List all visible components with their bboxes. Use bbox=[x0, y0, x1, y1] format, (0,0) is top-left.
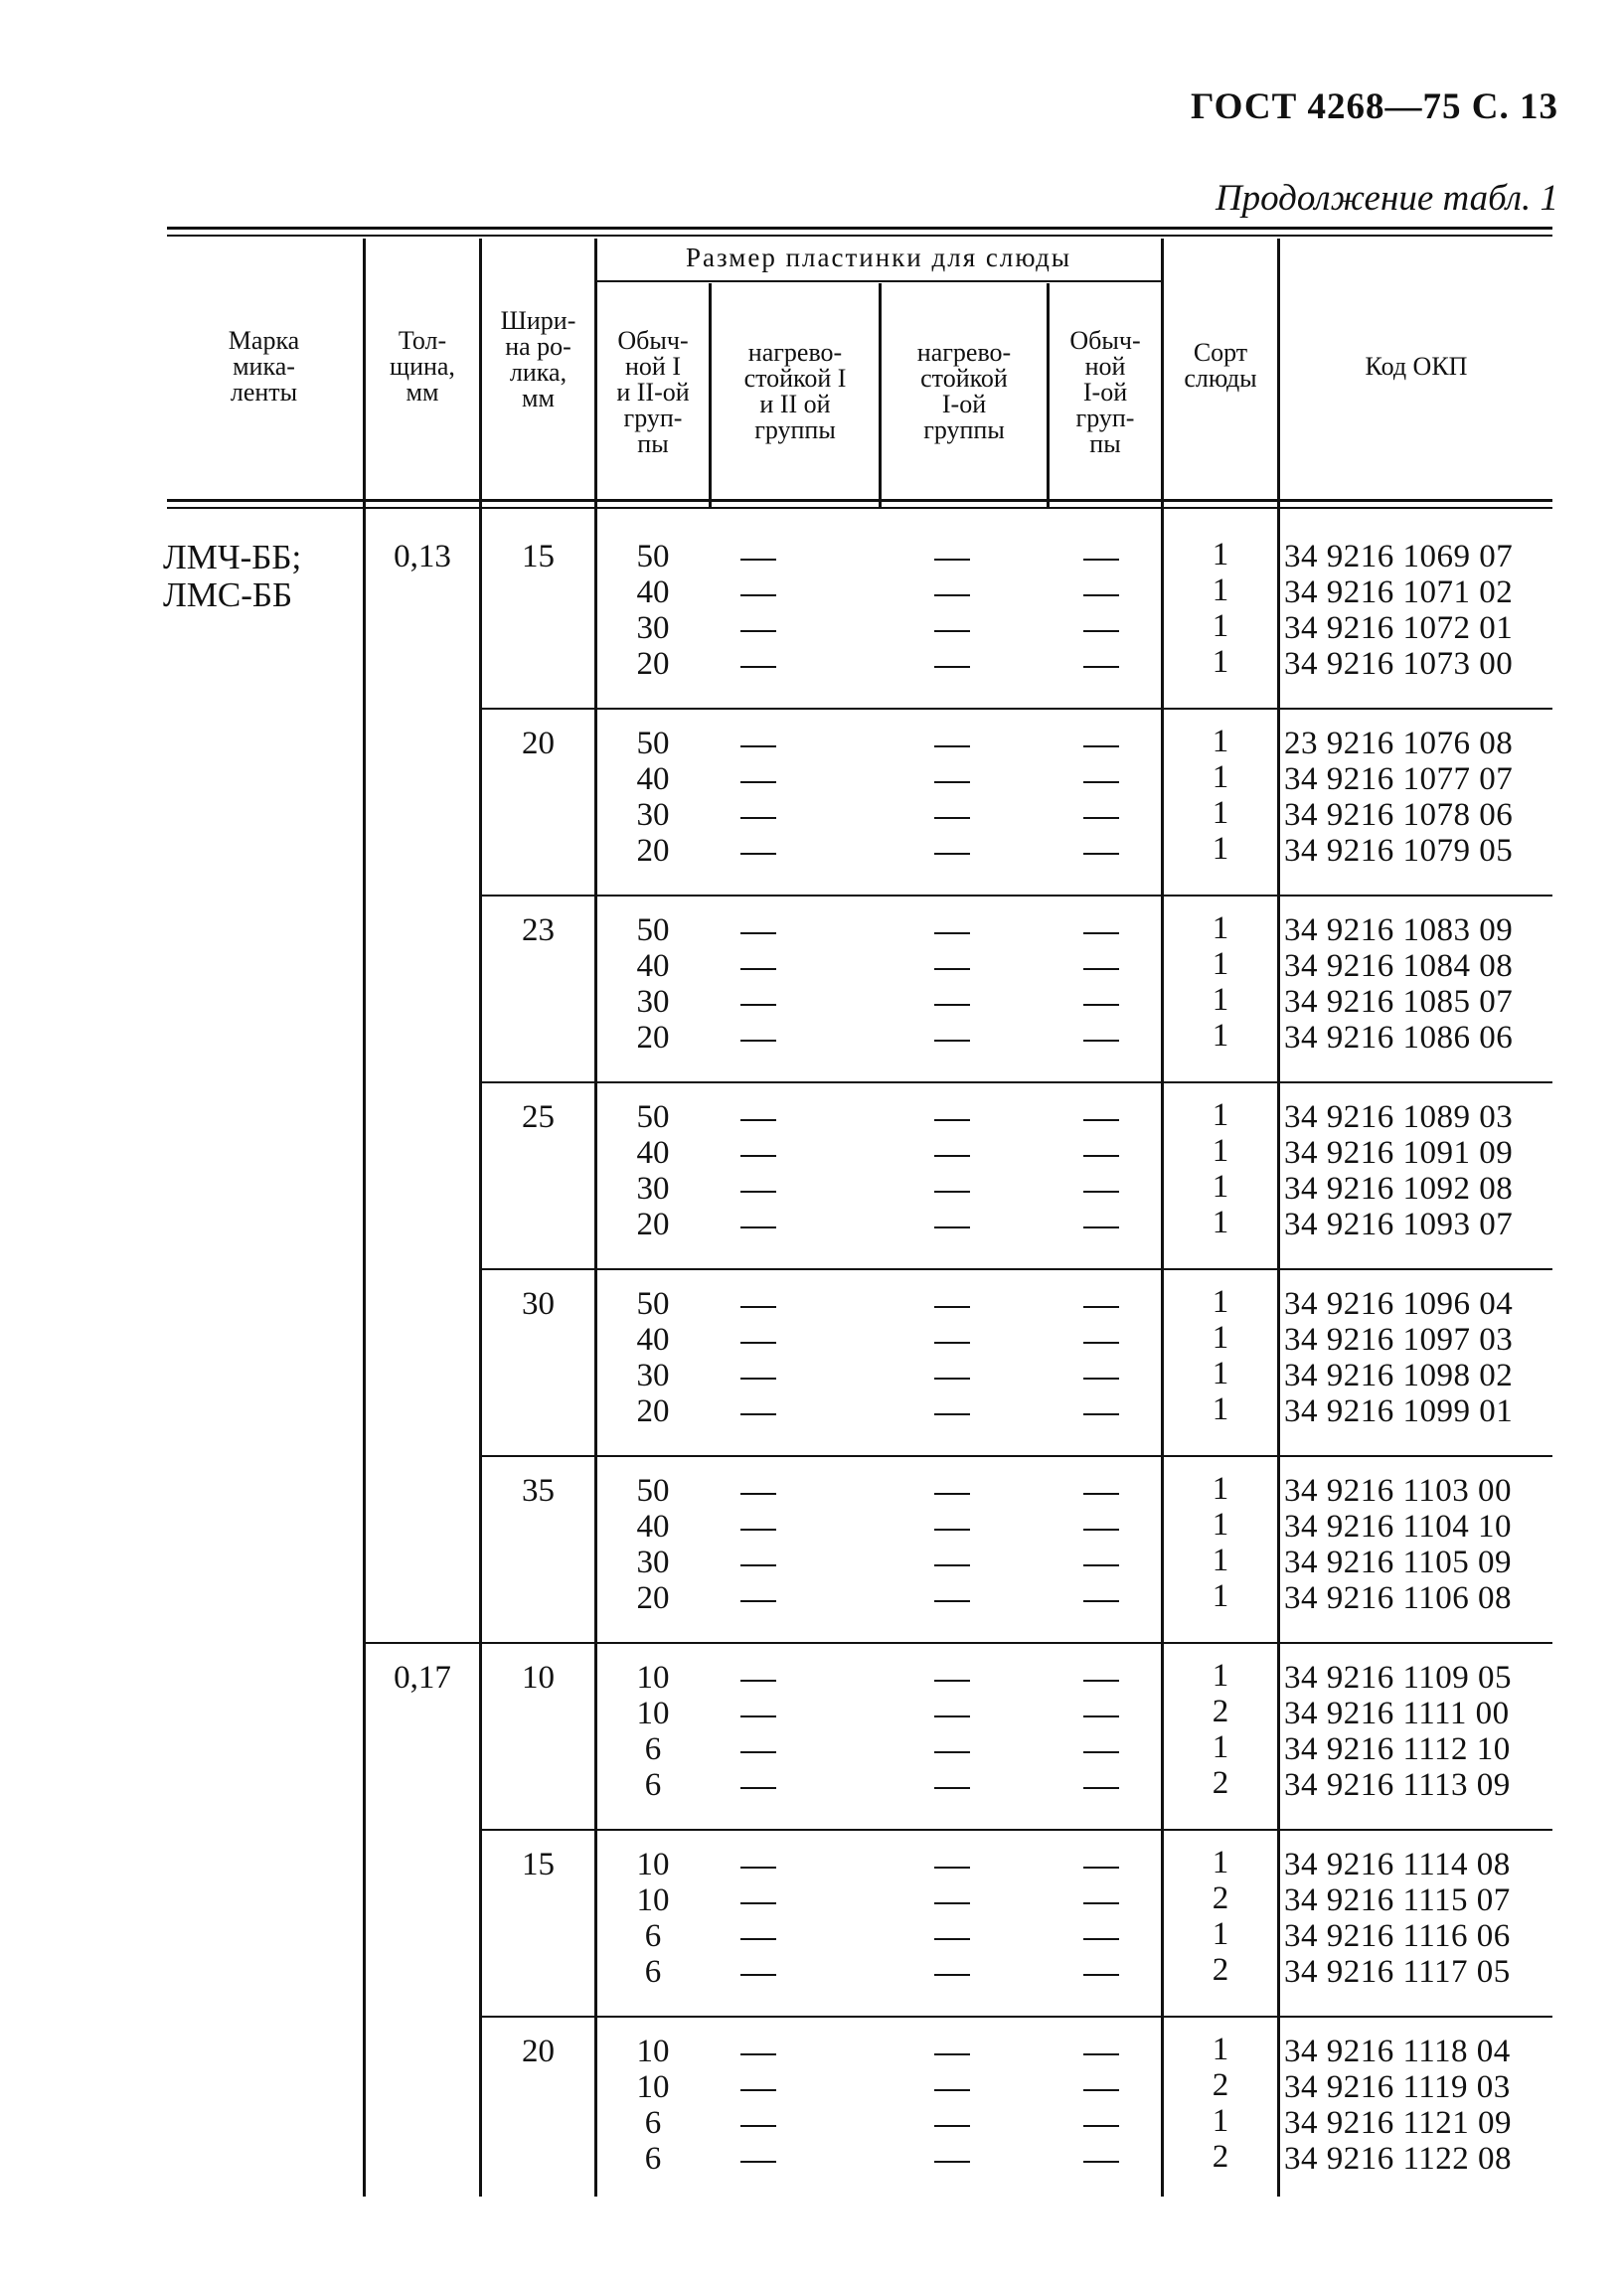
group-divider bbox=[482, 1829, 594, 1831]
dash-mark bbox=[1083, 1413, 1119, 1415]
dash-mark bbox=[740, 1306, 776, 1308]
okp-code: 34 9216 1118 04 bbox=[1284, 2034, 1511, 2069]
dash-mark bbox=[740, 1493, 776, 1495]
dash-mark bbox=[740, 817, 776, 819]
dash-mark bbox=[740, 1600, 776, 1602]
group-divider bbox=[597, 1829, 1161, 1831]
group-divider bbox=[482, 1642, 594, 1644]
okp-code: 34 9216 1109 05 bbox=[1284, 1660, 1513, 1696]
group-divider bbox=[482, 708, 594, 710]
col-divider-1 bbox=[363, 239, 366, 2197]
header-plate-size-group: Размер пластинки для слюды bbox=[685, 243, 1072, 272]
plate-size-value: 30 bbox=[636, 797, 670, 833]
dash-mark bbox=[1083, 630, 1119, 632]
dash-mark bbox=[934, 1155, 970, 1157]
dash-mark bbox=[934, 1378, 970, 1380]
width-cell: 10 bbox=[522, 1660, 555, 1696]
header-bottom-rule bbox=[167, 499, 1552, 502]
dash-mark bbox=[934, 781, 970, 783]
grade-value: 1 bbox=[1212, 2103, 1229, 2139]
grade-value: 1 bbox=[1212, 608, 1229, 644]
grade-value: 1 bbox=[1212, 1169, 1229, 1205]
dash-mark bbox=[740, 1378, 776, 1380]
dash-mark bbox=[934, 1600, 970, 1602]
dash-mark bbox=[934, 2161, 970, 2163]
dash-mark bbox=[934, 1564, 970, 1566]
header-plate-ordinary-1-2: Обыч- ной I и II-ой груп- пы bbox=[616, 326, 690, 458]
dash-mark bbox=[1083, 594, 1119, 596]
group-divider bbox=[1164, 1829, 1552, 1831]
okp-code: 34 9216 1097 03 bbox=[1284, 1322, 1514, 1358]
plate-size-value: 40 bbox=[636, 1322, 670, 1358]
table-continuation-caption: Продолжение табл. 1 bbox=[1215, 178, 1558, 219]
okp-code: 34 9216 1117 05 bbox=[1284, 1954, 1511, 1990]
group-divider bbox=[482, 1455, 594, 1457]
okp-code: 34 9216 1115 07 bbox=[1284, 1882, 1511, 1918]
group-divider bbox=[597, 708, 1161, 710]
grade-value: 1 bbox=[1212, 1391, 1229, 1427]
dash-mark bbox=[934, 1787, 970, 1789]
header-bottom-rule-inner bbox=[167, 507, 1552, 509]
dash-mark bbox=[1083, 1867, 1119, 1869]
okp-code: 34 9216 1113 09 bbox=[1284, 1767, 1511, 1803]
plate-size-value: 6 bbox=[644, 2105, 662, 2141]
plate-size-value: 40 bbox=[636, 1509, 670, 1545]
plate-size-value: 30 bbox=[636, 1545, 670, 1580]
group-divider bbox=[1164, 1081, 1552, 1083]
dash-mark bbox=[934, 1867, 970, 1869]
dash-mark bbox=[934, 666, 970, 668]
okp-code: 34 9216 1099 01 bbox=[1284, 1393, 1514, 1429]
okp-code: 34 9216 1112 10 bbox=[1284, 1731, 1511, 1767]
okp-code: 34 9216 1116 06 bbox=[1284, 1918, 1511, 1954]
okp-code: 34 9216 1098 02 bbox=[1284, 1358, 1514, 1393]
plate-size-value: 50 bbox=[636, 1473, 670, 1509]
dash-mark bbox=[740, 1867, 776, 1869]
okp-code: 34 9216 1071 02 bbox=[1284, 574, 1514, 610]
okp-code: 34 9216 1114 08 bbox=[1284, 1847, 1511, 1882]
dash-mark bbox=[934, 932, 970, 934]
dash-mark bbox=[740, 1191, 776, 1193]
dash-mark bbox=[1083, 1119, 1119, 1121]
grade-value: 2 bbox=[1212, 1765, 1229, 1801]
dash-mark bbox=[934, 559, 970, 561]
grade-value: 1 bbox=[1212, 1658, 1229, 1694]
dash-mark bbox=[740, 853, 776, 855]
group-divider bbox=[1164, 1268, 1552, 1270]
dash-mark bbox=[740, 1564, 776, 1566]
grade-value: 1 bbox=[1212, 572, 1229, 608]
grade-value: 1 bbox=[1212, 759, 1229, 795]
dash-mark bbox=[740, 1040, 776, 1042]
group-divider bbox=[597, 1268, 1161, 1270]
header-plate-heat-1-2: нагрево- стойкой I и II ой группы bbox=[743, 338, 847, 444]
okp-code: 34 9216 1077 07 bbox=[1284, 761, 1514, 797]
grade-value: 1 bbox=[1212, 537, 1229, 572]
width-cell: 23 bbox=[522, 912, 555, 948]
dash-mark bbox=[740, 745, 776, 747]
dash-mark bbox=[740, 1902, 776, 1904]
dash-mark bbox=[934, 1413, 970, 1415]
grade-value: 1 bbox=[1212, 1018, 1229, 1054]
plate-size-value: 30 bbox=[636, 610, 670, 646]
dash-mark bbox=[1083, 1155, 1119, 1157]
okp-code: 34 9216 1121 09 bbox=[1284, 2105, 1513, 2141]
plate-size-value: 10 bbox=[636, 1660, 670, 1696]
plate-size-value: 50 bbox=[636, 1286, 670, 1322]
dash-mark bbox=[740, 1974, 776, 1976]
dash-mark bbox=[1083, 2053, 1119, 2055]
dash-mark bbox=[740, 666, 776, 668]
okp-code: 34 9216 1084 08 bbox=[1284, 948, 1514, 984]
grade-value: 1 bbox=[1212, 1205, 1229, 1240]
plate-size-value: 6 bbox=[644, 1767, 662, 1803]
dash-mark bbox=[1083, 1974, 1119, 1976]
width-cell: 15 bbox=[522, 1847, 555, 1882]
dash-mark bbox=[1083, 559, 1119, 561]
plate-size-value: 6 bbox=[644, 1731, 662, 1767]
okp-code: 34 9216 1072 01 bbox=[1284, 610, 1514, 646]
grade-value: 1 bbox=[1212, 946, 1229, 982]
table-top-rule bbox=[167, 227, 1552, 230]
plate-size-value: 40 bbox=[636, 761, 670, 797]
group-divider bbox=[597, 895, 1161, 897]
thickness-divider bbox=[366, 1642, 479, 1644]
plate-size-value: 50 bbox=[636, 1099, 670, 1135]
grade-value: 1 bbox=[1212, 1916, 1229, 1952]
dash-mark bbox=[934, 1119, 970, 1121]
plate-size-value: 10 bbox=[636, 1696, 670, 1731]
dash-mark bbox=[934, 1529, 970, 1531]
plate-size-value: 50 bbox=[636, 912, 670, 948]
okp-code: 34 9216 1091 09 bbox=[1284, 1135, 1514, 1171]
dash-mark bbox=[740, 1119, 776, 1121]
dash-mark bbox=[1083, 932, 1119, 934]
plate-size-value: 10 bbox=[636, 1882, 670, 1918]
grade-value: 1 bbox=[1212, 1471, 1229, 1507]
dash-mark bbox=[740, 781, 776, 783]
dash-mark bbox=[740, 1342, 776, 1344]
grade-value: 1 bbox=[1212, 1133, 1229, 1169]
dash-mark bbox=[934, 2053, 970, 2055]
header-width: Шири- на ро- лика, мм bbox=[500, 306, 576, 412]
dash-mark bbox=[934, 1306, 970, 1308]
plate-size-value: 20 bbox=[636, 833, 670, 869]
thickness-cell: 0,17 bbox=[394, 1660, 451, 1696]
dash-mark bbox=[1083, 817, 1119, 819]
okp-code: 34 9216 1085 07 bbox=[1284, 984, 1514, 1020]
header-okp-code: Код ОКП bbox=[1365, 352, 1468, 381]
dash-mark bbox=[740, 1226, 776, 1228]
group-divider bbox=[597, 1455, 1161, 1457]
dash-mark bbox=[740, 1680, 776, 1682]
header-plate-ordinary-1: Обыч- ной I-ой груп- пы bbox=[1069, 326, 1141, 458]
grade-value: 1 bbox=[1212, 1356, 1229, 1391]
plate-size-value: 50 bbox=[636, 726, 670, 761]
dash-mark bbox=[740, 559, 776, 561]
dash-mark bbox=[934, 1004, 970, 1006]
okp-code: 34 9216 1122 08 bbox=[1284, 2141, 1513, 2177]
grade-value: 1 bbox=[1212, 1543, 1229, 1578]
dash-mark bbox=[740, 2053, 776, 2055]
dash-mark bbox=[1083, 1493, 1119, 1495]
dash-mark bbox=[1083, 1040, 1119, 1042]
dash-mark bbox=[1083, 781, 1119, 783]
dash-mark bbox=[934, 594, 970, 596]
grade-value: 1 bbox=[1212, 1284, 1229, 1320]
dash-mark bbox=[740, 1787, 776, 1789]
dash-mark bbox=[740, 2161, 776, 2163]
grade-value: 1 bbox=[1212, 910, 1229, 946]
grade-value: 1 bbox=[1212, 644, 1229, 680]
plate-size-value: 10 bbox=[636, 1847, 670, 1882]
plate-size-value: 20 bbox=[636, 1580, 670, 1616]
plate-size-value: 40 bbox=[636, 1135, 670, 1171]
dash-mark bbox=[740, 968, 776, 970]
dash-mark bbox=[1083, 968, 1119, 970]
header-thickness: Тол- щина, мм bbox=[390, 326, 455, 407]
grade-value: 1 bbox=[1212, 1578, 1229, 1614]
dash-mark bbox=[1083, 745, 1119, 747]
dash-mark bbox=[934, 1751, 970, 1753]
dash-mark bbox=[1083, 1306, 1119, 1308]
width-cell: 15 bbox=[522, 539, 555, 574]
dash-mark bbox=[1083, 1342, 1119, 1344]
plate-size-value: 6 bbox=[644, 1954, 662, 1990]
width-cell: 20 bbox=[522, 726, 555, 761]
dash-mark bbox=[934, 745, 970, 747]
dash-mark bbox=[740, 1529, 776, 1531]
dash-mark bbox=[1083, 666, 1119, 668]
dash-mark bbox=[934, 968, 970, 970]
plate-size-value: 6 bbox=[644, 1918, 662, 1954]
dash-mark bbox=[1083, 1751, 1119, 1753]
dash-mark bbox=[740, 2125, 776, 2127]
dash-mark bbox=[740, 1715, 776, 1717]
dash-mark bbox=[934, 1226, 970, 1228]
dash-mark bbox=[1083, 2161, 1119, 2163]
dash-mark bbox=[934, 1715, 970, 1717]
group-divider bbox=[482, 1268, 594, 1270]
col-divider-2 bbox=[479, 239, 482, 2197]
dash-mark bbox=[1083, 1902, 1119, 1904]
dash-mark bbox=[740, 630, 776, 632]
plate-size-value: 20 bbox=[636, 1393, 670, 1429]
plate-size-value: 30 bbox=[636, 984, 670, 1020]
grade-value: 1 bbox=[1212, 795, 1229, 831]
grade-value: 1 bbox=[1212, 1729, 1229, 1765]
group-divider bbox=[597, 1081, 1161, 1083]
brand-cell: ЛМЧ-ББ; ЛМС-ББ bbox=[163, 538, 302, 614]
okp-code: 34 9216 1092 08 bbox=[1284, 1171, 1514, 1207]
dash-mark bbox=[740, 1938, 776, 1940]
width-cell: 20 bbox=[522, 2034, 555, 2069]
dash-mark bbox=[934, 1938, 970, 1940]
dash-mark bbox=[1083, 1378, 1119, 1380]
width-cell: 25 bbox=[522, 1099, 555, 1135]
plate-size-value: 20 bbox=[636, 1020, 670, 1056]
header-brand: Марка мика- ленты bbox=[228, 326, 300, 407]
group-divider bbox=[1164, 895, 1552, 897]
dash-mark bbox=[740, 2089, 776, 2091]
dash-mark bbox=[934, 2125, 970, 2127]
group-divider bbox=[1164, 708, 1552, 710]
okp-code: 34 9216 1089 03 bbox=[1284, 1099, 1514, 1135]
plate-size-value: 30 bbox=[636, 1171, 670, 1207]
okp-code: 34 9216 1119 03 bbox=[1284, 2069, 1511, 2105]
okp-code: 34 9216 1079 05 bbox=[1284, 833, 1514, 869]
okp-code: 34 9216 1069 07 bbox=[1284, 539, 1514, 574]
grade-value: 1 bbox=[1212, 1845, 1229, 1880]
plate-size-value: 10 bbox=[636, 2034, 670, 2069]
grade-value: 2 bbox=[1212, 1694, 1229, 1729]
page-header: ГОСТ 4268—75 С. 13 bbox=[1191, 86, 1558, 127]
dash-mark bbox=[1083, 1600, 1119, 1602]
plate-size-group-rule bbox=[594, 280, 1161, 282]
grade-value: 1 bbox=[1212, 831, 1229, 867]
dash-mark bbox=[934, 1040, 970, 1042]
grade-value: 1 bbox=[1212, 724, 1229, 759]
grade-value: 2 bbox=[1212, 2139, 1229, 2175]
group-divider bbox=[1164, 2016, 1552, 2018]
dash-mark bbox=[740, 1004, 776, 1006]
group-divider bbox=[482, 2016, 594, 2018]
okp-code: 34 9216 1106 08 bbox=[1284, 1580, 1513, 1616]
okp-code: 23 9216 1076 08 bbox=[1284, 726, 1514, 761]
thickness-cell: 0,13 bbox=[394, 539, 451, 574]
okp-code: 34 9216 1078 06 bbox=[1284, 797, 1514, 833]
okp-code: 34 9216 1093 07 bbox=[1284, 1207, 1514, 1242]
group-divider bbox=[597, 1642, 1161, 1644]
grade-value: 1 bbox=[1212, 1097, 1229, 1133]
dash-mark bbox=[740, 1751, 776, 1753]
plate-size-value: 40 bbox=[636, 948, 670, 984]
dash-mark bbox=[740, 1155, 776, 1157]
okp-code: 34 9216 1105 09 bbox=[1284, 1545, 1513, 1580]
dash-mark bbox=[1083, 1938, 1119, 1940]
plate-size-value: 40 bbox=[636, 574, 670, 610]
width-cell: 35 bbox=[522, 1473, 555, 1509]
plate-size-value: 6 bbox=[644, 2141, 662, 2177]
dash-mark bbox=[934, 1191, 970, 1193]
dash-mark bbox=[934, 630, 970, 632]
width-cell: 30 bbox=[522, 1286, 555, 1322]
dash-mark bbox=[1083, 2125, 1119, 2127]
dash-mark bbox=[1083, 1564, 1119, 1566]
grade-value: 1 bbox=[1212, 2032, 1229, 2067]
plate-size-value: 20 bbox=[636, 1207, 670, 1242]
dash-mark bbox=[1083, 1529, 1119, 1531]
group-divider bbox=[482, 895, 594, 897]
dash-mark bbox=[1083, 1004, 1119, 1006]
okp-code: 34 9216 1096 04 bbox=[1284, 1286, 1514, 1322]
okp-code: 34 9216 1083 09 bbox=[1284, 912, 1514, 948]
dash-mark bbox=[1083, 853, 1119, 855]
dash-mark bbox=[740, 594, 776, 596]
dash-mark bbox=[934, 853, 970, 855]
dash-mark bbox=[934, 1493, 970, 1495]
grade-value: 2 bbox=[1212, 1880, 1229, 1916]
okp-code: 34 9216 1086 06 bbox=[1284, 1020, 1514, 1056]
okp-code: 34 9216 1103 00 bbox=[1284, 1473, 1513, 1509]
dash-mark bbox=[1083, 1191, 1119, 1193]
dash-mark bbox=[1083, 1787, 1119, 1789]
group-divider bbox=[1164, 1455, 1552, 1457]
grade-value: 2 bbox=[1212, 2067, 1229, 2103]
dash-mark bbox=[934, 1902, 970, 1904]
col-divider-8 bbox=[1277, 239, 1280, 2197]
dash-mark bbox=[1083, 1715, 1119, 1717]
header-grade: Сорт слюды bbox=[1184, 338, 1257, 393]
dash-mark bbox=[1083, 1680, 1119, 1682]
group-divider bbox=[482, 1081, 594, 1083]
dash-mark bbox=[1083, 2089, 1119, 2091]
group-divider bbox=[597, 2016, 1161, 2018]
grade-value: 1 bbox=[1212, 982, 1229, 1018]
grade-value: 1 bbox=[1212, 1320, 1229, 1356]
header-plate-heat-1: нагрево- стойкой I-ой группы bbox=[916, 338, 1012, 444]
grade-value: 2 bbox=[1212, 1952, 1229, 1988]
okp-code: 34 9216 1104 10 bbox=[1284, 1509, 1513, 1545]
table-top-rule-inner bbox=[167, 235, 1552, 237]
grade-value: 1 bbox=[1212, 1507, 1229, 1543]
okp-code: 34 9216 1073 00 bbox=[1284, 646, 1514, 682]
dash-mark bbox=[934, 1680, 970, 1682]
dash-mark bbox=[934, 817, 970, 819]
plate-size-value: 50 bbox=[636, 539, 670, 574]
dash-mark bbox=[740, 1413, 776, 1415]
plate-size-value: 20 bbox=[636, 646, 670, 682]
dash-mark bbox=[934, 2089, 970, 2091]
plate-size-value: 30 bbox=[636, 1358, 670, 1393]
okp-code: 34 9216 1111 00 bbox=[1284, 1696, 1510, 1731]
dash-mark bbox=[1083, 1226, 1119, 1228]
dash-mark bbox=[934, 1974, 970, 1976]
dash-mark bbox=[740, 932, 776, 934]
group-divider bbox=[1164, 1642, 1552, 1644]
dash-mark bbox=[934, 1342, 970, 1344]
plate-size-value: 10 bbox=[636, 2069, 670, 2105]
